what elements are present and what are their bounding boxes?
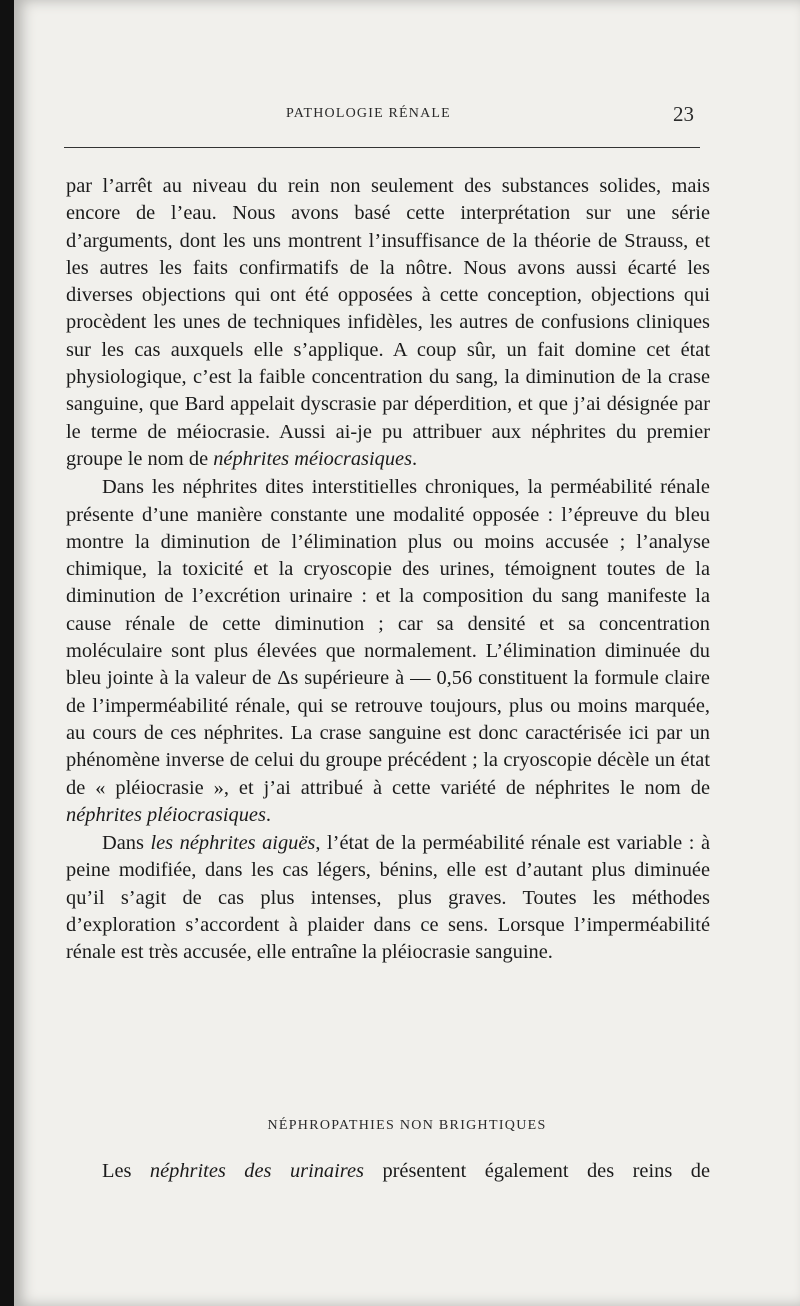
paragraph-1-italic: néphrites méiocrasiques	[213, 447, 413, 470]
section-line-start: Les	[102, 1160, 150, 1182]
scan-border	[0, 0, 14, 1306]
paragraph-2-text: Dans les néphrites dites interstitielles chroniques, la perméabilité rénale présente d’une manière constante une modalité opposée : l’épreuve du bleu montre la diminution de l’élimination plus ou moins accusée ; l’analyse chimique, la toxicité et la cryoscopie des urines, témoignent toutes de la diminution de l’excrétion urinaire : et la composition du sang manifeste la cause rénale de cette diminution ; car sa densité et sa concentration moléculaire sont plus élevées que normalement. L’élimination diminuée du bleu jointe à la valeur de Δs supérieure à — 0,56 constituent la formule claire de l’imperméabilité rénale, qui se retrouve toujours, plus ou moins marquée, au cours de ces néphrites. La crase sanguine est donc caractérisée ici par un phénomène inverse de celui du groupe précédent ; la cryoscopie décèle un état de « pléiocrasie », et j’ai attribué à cette variété de néphrites le nom de	[66, 476, 710, 799]
section-line-italic: néphrites des urinaires	[149, 1160, 364, 1182]
paragraph-3-italic: les néphrites aiguës	[150, 832, 316, 855]
body-text	[66, 173, 710, 967]
section-first-line	[66, 1158, 710, 1185]
paragraph-1-end: .	[412, 447, 418, 470]
book-page	[14, 0, 800, 1306]
paragraph-3-start: Dans	[102, 832, 151, 855]
paragraph-1	[66, 173, 710, 473]
section-line-rest: présentent également des reins de	[363, 1160, 710, 1182]
page-number: 23	[673, 102, 694, 126]
paragraph-2-end: .	[265, 803, 272, 826]
paragraph-3	[66, 830, 710, 966]
paragraph-3-text: , l’état de la perméabilité rénale est variable : à peine modifiée, dans les cas légers, bénins, elle est d’autant plus diminuée qu’il s’agit de cas plus intenses, plus graves. Toutes les méthodes d’exploration s’accordent à plaider dans ce sens. Lorsque l’imperméabilité rénale est très accusée, elle entraîne la pléiocrasie sanguine.	[66, 832, 710, 964]
paragraph-2	[66, 474, 710, 829]
header-rule	[64, 147, 700, 148]
running-title: PATHOLOGIE RÉNALE	[286, 106, 451, 121]
paragraph-2-italic: néphrites pléiocrasiques	[66, 803, 266, 826]
running-header	[14, 102, 800, 130]
section-heading: NÉPHROPATHIES NON BRIGHTIQUES	[267, 1118, 547, 1133]
paragraph-1-text: par l’arrêt au niveau du rein non seulement des substances solides, mais encore de l’eau. Nous avons basé cette interprétation sur une série d’arguments, dont les uns montrent l’insuffisance de la théorie de Strauss, et les autres les faits confirmatifs de la nôtre. Nous avons aussi écarté les diverses objections qui ont été opposées à cette conception, objections qui procèdent les unes de techniques infidèles, les autres de confusions cliniques sur les cas auxquels elle s’applique. A coup sûr, un fait domine cet état physiologique, c’est la faible concentration du sang, la diminution de la crase sanguine, que Bard appelait dyscrasie par déperdition, et que j’ai désignée par le terme de méiocrasie. Aussi ai-je pu attribuer aux néphrites du premier groupe le nom de	[66, 175, 710, 470]
